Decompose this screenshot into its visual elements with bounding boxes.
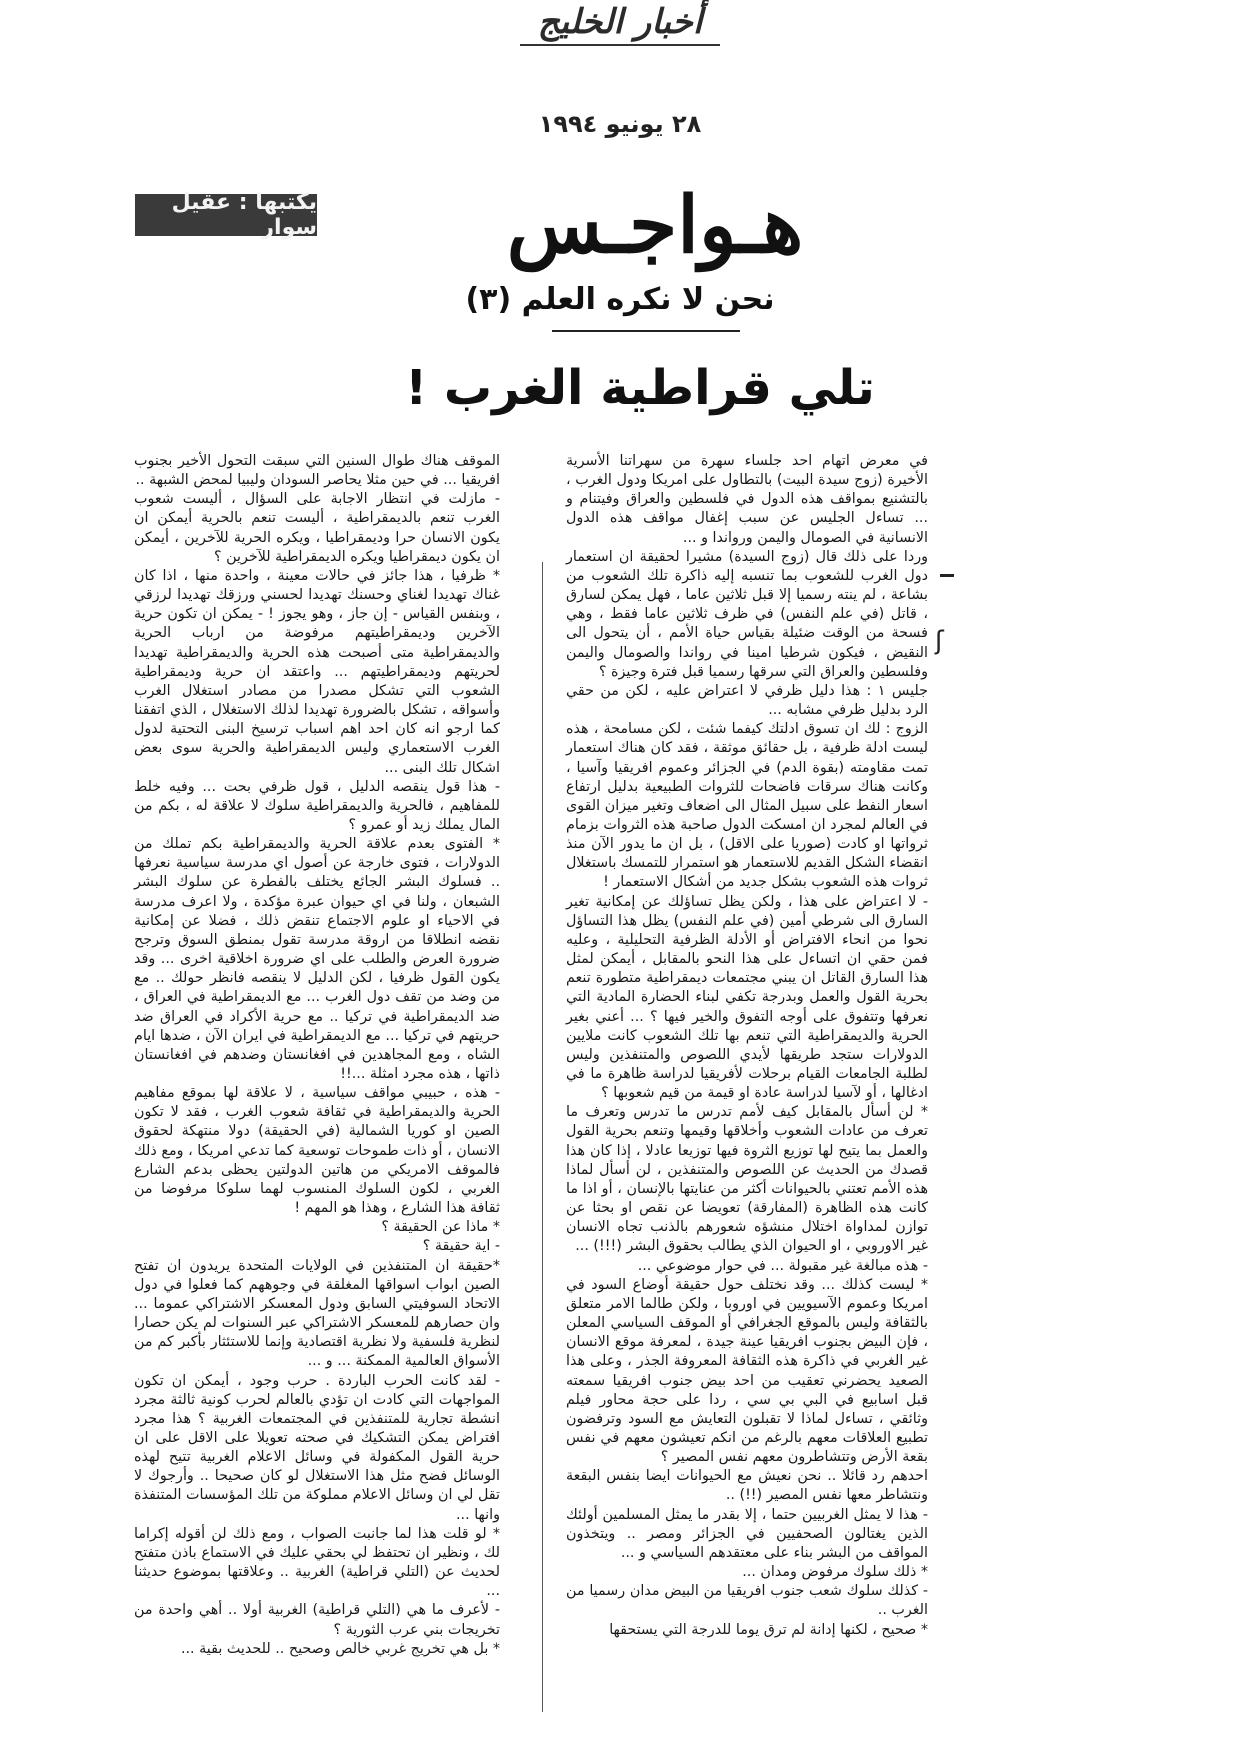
- paragraph: - مازلت في انتظار الاجابة على السؤال ، أليست شعوب الغرب تنعم بالديمقراطية ، أليست تنعم بالحرية أيمكن ان يكون الانسان حرا وديمقراطيا ، ويكره الحرية للآخرين ، أيمكن ان يكون ديمقراطيا ويكره الديمقراطية للآخرين ؟: [134, 491, 500, 565]
- column-divider: [542, 562, 543, 1712]
- paragraph: وردا على ذلك قال (زوج السيدة) مشيرا لحقيقة ان استعمار دول الغرب للشعوب بما تنسبه إليه ذاكرة تلك الشعوب من بشاعة ، لم ينته رسميا إلا قبل ثلاثين عاما ، فهل يمكن لسارق ، قاتل (في علم النفس) في ظرف ثلاثين عاما فقط ، وهي فسحة من الوقت ضئيلة بقياس حياة الأمم ، أن يتحول الى النقيض ، فيكون شرطيا امينا في رواندا والصومال واليمن وفلسطين والعراق التي سرقها رسميا قبل فترة وجيزة ؟: [566, 548, 928, 680]
- newspaper-masthead: أخبار الخليج: [537, 2, 703, 42]
- margin-bracket: ʃ: [935, 626, 944, 656]
- title-rule: [552, 330, 740, 332]
- margin-mark: [940, 574, 954, 577]
- paragraph: - هذه ، حبيبي مواقف سياسية ، لا علاقة لها بموقع مفاهيم الحرية والديمقراطية في ثقافة شعوب الغرب ، فقد لا تكون الصين او كوريا الشمالية (في الحقيقة) دولا منتهكة لحقوق الانسان ، أو ذات طموحات توسعية كما تدعي امريكا ، ومع ذلك فالموقف الامريكي من هاتين الدولتين يحظى بدعم الشارع الغربي ، لكون السلوك المنسوب لهما سلوكا مرفوضا من ثقافة هذا الشارع ، وهذا هو المهم !: [134, 1085, 500, 1217]
- paragraph: - لقد كانت الحرب الباردة . حرب وجود ، أيمكن ان تكون المواجهات التي كادت ان تؤدي بالعالم لحرب كونية ثالثة مجرد انشطة تجارية للمتنفذين في المجتمعات الغربية ؟ هذا مجرد افتراض يمكن التشكيك في صحته تعويلا على الاقل على ان حرية القول المكفولة في وسائل الاعلام الغربية تتيح لهذه الوسائل فضح مثل هذا الاستغلال لو كان صحيحا .. وأرجوك لا تقل لي ان وسائل الاعلام مملوكة من تلك المؤسسات المتنفذة وانها ...: [134, 1372, 500, 1523]
- paragraph: * ليست كذلك ... وقد نختلف حول حقيقة أوضاع السود في امريكا وعموم الآسيويين في اوروبا ، ولكن طالما الامر متعلق بالثقافة وليس بالموقع الجغرافي أو الموقف السياسي المعلن ، فإن البيض بجنوب افريقيا عينة جيدة ، لمعرفة موقع الانسان غير الغربي في ذاكرة هذه الثقافة المعروفة الجذر ، وعلى هذا الصعيد يحضرني تعقيب من احد بيض جنوب افريقيا سمعته قبل اسابيع في البي بي سي ، ردا على حجة محاور فيلم وثائقي ، تساءل لماذا لا تقبلون التعايش مع السود وترفضون تطبيع العلاقات معهم بالرغم من انكم تعيشون معهم في نفس بقعة الأرض وتتشاطرون معهم نفس المصير ؟: [566, 1276, 928, 1466]
- paragraph: - هذا لا يمثل الغربيين حتما ، إلا بقدر ما يمثل المسلمين أولئك الذين يغتالون الصحفيين في الجزائر ومصر .. ويتخذون المواقف من البشر بناء على معتقدهم السياسي و ...: [566, 1506, 928, 1561]
- paragraph: * ماذا عن الحقيقة ؟: [381, 1219, 500, 1236]
- author-byline: يكتبها : عقيل سوار: [135, 194, 317, 236]
- masthead-underline: [520, 44, 720, 46]
- column-title: هـواجـس: [506, 180, 804, 271]
- paragraph: - هذا قول ينقصه الدليل ، قول ظرفي بحت ... وفيه خلط للمفاهيم ، فالحرية والديمقراطية سلوك لا علاقة له ، بكم من المال يملك زيد أو عمرو ؟: [134, 778, 500, 833]
- paragraph: احدهم رد قائلا .. نحن نعيش مع الحيوانات ايضا بنفس البقعة ونتشاطر معها نفس المصير (!!) ..: [566, 1468, 928, 1504]
- paragraph: *حقيقة ان المتنفذين في الولايات المتحدة يريدون ان تفتح الصين ابواب اسواقها المغلقة في وجوههم كما فعلوا في دول الاتحاد السوفيتي السابق ودول المعسكر الاشتراكي عموما ... وان حصارهم للمعسكر الاشتراكي عبر السنوات لم يكن حصارا لنظرية فلسفية ولا نظرية اقتصادية وإنما للاستئثار بأكبر كم من الأسواق العالمية الممكنة ... و ...: [134, 1257, 500, 1370]
- paragraph: جليس ١ : هذا دليل ظرفي لا اعتراض عليه ، لكن من حقي الرد بدليل ظرفي مشابه ...: [566, 682, 928, 719]
- article-headline: تلي قراطية الغرب !: [405, 360, 875, 416]
- series-title: نحن لا نكره العلم (٣): [465, 282, 775, 317]
- paragraph: - هذه مبالغة غير مقبولة ... في حوار موضوعي ...: [637, 1257, 928, 1274]
- paragraph: * لن أسأل بالمقابل كيف لأمم تدرس ما تدرس وتعرف ما تعرف من عادات الشعوب وأخلاقها وقيمها وتنعم بحرية القول والعمل بما يتيح لها توزيع الثروة فيها توزيعا عادلا ، إذا كان هذا قصدك من الحديث عن اللصوص والمتنفذين ، لن أسأل لماذا هذه الأمم تعتني بالحيوانات أكثر من عنايتها بالإنسان ، أو اذا ما كانت هذه الظاهرة (المفارقة) تعويضا عن نقص او بحثا عن توازن لمداواة اختلال منشؤه شعورهم بالذنب تجاه الانسان غير الاوروبي ، او الحيوان الذي يطالب بحقوق البشر (!!!) ...: [566, 1104, 928, 1255]
- paragraph: * صحيح ، لكنها إدانة لم ترق يوما للدرجة التي يستحقها: [609, 1621, 928, 1638]
- paragraph: * ذلك سلوك مرفوض ومدان ...: [742, 1564, 928, 1581]
- paragraph: في معرض اتهام احد جلساء سهرة من سهراتنا الأسرية الأخيرة (زوج سيدة البيت) بالتطاول على امريكا ودول الغرب ، بالتشنيع بمواقف هذه الدول في فلسطين والعراق وفيتنام و ... تساءل الجليس عن سبب إغفال مواقف هذه الدول الانسانية في الصومال واليمن ورواندا و ...: [566, 453, 928, 546]
- paragraph: * الفتوى بعدم علاقة الحرية والديمقراطية بكم تملك من الدولارات ، فتوى خارجة عن أصول اي مدرسة سياسية نعرفها .. فسلوك البشر الجائع يختلف بالفطرة عن سلوك البشر الشبعان ، ولنا في اي حيوان عبرة مؤكدة ، ولا اعرف مدرسة في الاحياء او علوم الاجتماع تنقض ذلك ، فضلا عن إمكانية نقضه انطلاقا من اروقة مدرسة تقول بمنطق السوق وترجح ضرورة العرض والطلب على اي ضرورة اخلاقية اخرى ... وقد يكون القول ظرفيا ، لكن الدليل لا ينقصه فانظر حولك .. مع من وضد من تقف دول الغرب ... مع الديمقراطية في العراق ، ضد الديمقراطية في تركيا .. مع حرية الأكراد في العراق ضد حريتهم في تركيا ... مع الديمقراطية في ايران الآن ، ضدها ايام الشاه ، ومع المجاهدين في افغانستان وضدهم في افغانستان ذاتها ، هذه مجرد امثلة ...!!: [134, 836, 500, 1082]
- paragraph: * ظرفيا ، هذا جائز في حالات معينة ، واحدة منها ، اذا كان غناك تهديدا لغناي وحسنك تهديدا لحسني ورزقك تهديدا لرزقي ، وبنفس القياس - إن جاز ، وهو يجوز ! - يمكن ان تكون حرية الآخرين وديمقراطيتهم مرفوضة من ارباب الحرية والديمقراطية متى أصبحت هذه الحرية والديمقراطية تهديدا لحريتهم وديمقراطيتهم ... واعتقد ان حرية وديمقراطية الشعوب التي تشكل مصدرا من مصادر استغلال الغرب وأسواقه ، تشكل بالضرورة تهديدا لذلك الاستغلال ، الذي اتفقنا كما ارجو انه كان احد اهم اسباب ترسيخ البنى التحتية لدول الغرب الاستعماري وليس الديمقراطية والحرية سوى بعض اشكال تلك البنى ...: [134, 567, 500, 776]
- paragraph: - كذلك سلوك شعب جنوب افريقيا من البيض مدان رسميا من الغرب ..: [566, 1583, 928, 1619]
- paragraph: * لو قلت هذا لما جانبت الصواب ، ومع ذلك لن أقوله إكراما لك ، ونظير ان تحتفظ لي بحقي عليك في الاستماع باذن متفتح لحديث عن (التلي قراطية) الغربية .. وعلاقتها بموضوع حديثنا ...: [134, 1525, 500, 1600]
- paragraph: الموقف هناك طوال السنين التي سبقت التحول الأخير بجنوب افريقيا ... في حين مثلا يحاصر السودان وليبيا لمحض الشبهة ..: [134, 453, 500, 489]
- article-column-left: [134, 452, 500, 1659]
- paragraph: - لأعرف ما هي (التلي قراطية) الغربية أولا .. أهي واحدة من تخريجات بني عرب الثورية ؟: [134, 1602, 500, 1638]
- paragraph: الزوج : لك ان تسوق ادلتك كيفما شئت ، لكن مسامحة ، هذه ليست ادلة ظرفية ، بل حقائق موثقة ، فقد كان هناك استعمار تمت مقاومته (بقوة الدم) في الجزائر وعموم افريقيا وآسيا ، وكانت هناك سرقات فاضحات للثروات الطبيعية بدليل ارتفاع اسعار النفط على سبيل المثال الى اضعاف وتغير ميزان القوى في العالم لمجرد ان امسكت الدول صاحبة هذه الثروات بزمام ثرواتها او كادت (صوريا على الاقل) ، بل ان ما يدور الآن منذ انقضاء الشكل القديم للاستعمار هو استمرار للتمسك باستغلال ثروات هذه الشعوب بشكل جديد من أشكال الاستعمار !: [566, 721, 928, 891]
- article-column-right: [566, 452, 928, 1640]
- publication-date: ٢٨ يونيو ١٩٩٤: [538, 110, 702, 138]
- paragraph: * بل هي تخريج غربي خالص وصحيح .. للحديث بقية ...: [180, 1640, 500, 1657]
- paragraph: - اية حقيقة ؟: [422, 1238, 500, 1255]
- paragraph: - لا اعتراض على هذا ، ولكن يظل تساؤلك عن إمكانية تغير السارق الى شرطي أمين (في علم النفس) يظل هذا التساؤل نحوا من انحاء الافتراض أو الأدلة الظرفية التحليلية ، وعليه فمن حقي ان اتساءل على هذا النحو بالمقابل ، أيمكن لمثل هذا السارق القاتل ان يبني مجتمعات ديمقراطية متطورة تنعم بحرية القول والعمل وبدرجة تكفي لبناء الحضارة المادية التي نعرفها وتتفوق على أوجه التفوق والخير فيها ؟ ... أعني بغير الحرية والديمقراطية التي تنعم بها تلك الشعوب كانت ملايين الدولارات ستجد طريقها لأيدي اللصوص والمتنفذين وليس لطلبة الجامعات القيام برحلات لأفريقيا لدراسة ظاهرة ما في ادغالها ، أو لآسيا لدراسة عادة او قيمة من قيم شعوبها ؟: [566, 893, 928, 1102]
